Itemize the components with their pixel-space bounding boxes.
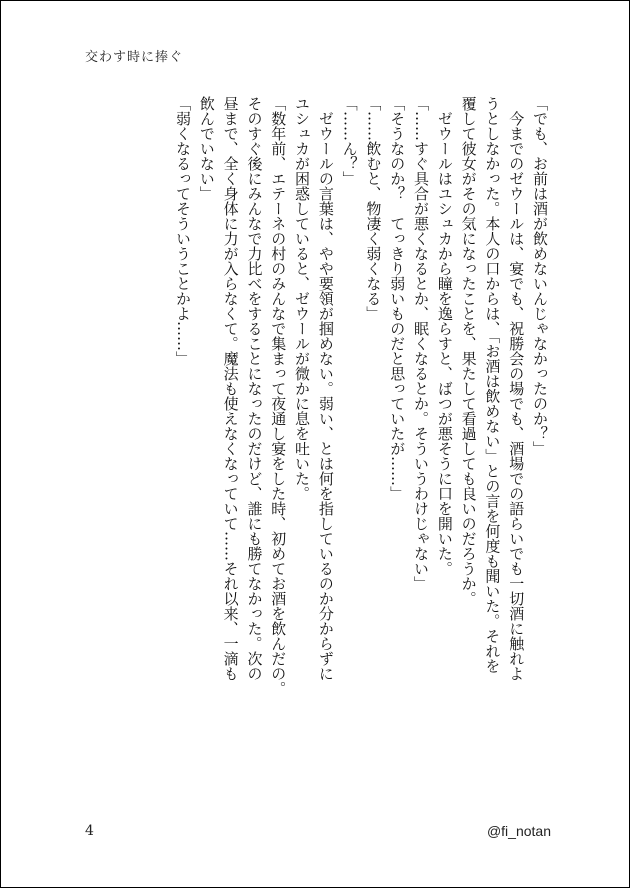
text-line: 「でも、お前は酒が飲めないんじゃなかったのか？」 <box>531 96 549 456</box>
text-line: 覆して彼女がその気になったことを、果たして看過しても良いのだろうか。 <box>459 96 478 606</box>
text-line: 「……飲むと、物凄く弱くなる」 <box>364 96 383 321</box>
text-line: 「弱くなるってそういうことかよ……」 <box>174 96 193 366</box>
text-line: ゼウールの言葉は、やや要領が掴めない。弱い、とは何を指しているのか分からずに <box>316 96 335 681</box>
author-handle: @fi_notan <box>486 823 551 839</box>
text-line: 「……すぐ具合が悪くなるとか、眠くなるとか。そういうわけじゃない」 <box>412 96 431 591</box>
body-text <box>81 96 551 831</box>
book-title: 交わす時に捧ぐ <box>85 50 184 65</box>
text-line: ゼウールはユシュカから瞳を逸らすと、ばつが悪そうに口を開いた。 <box>435 96 454 576</box>
text-line: うとしなかった。本人の口からは、「お酒は飲めない」との言を何度も聞いた。それを <box>483 96 502 674</box>
text-line: 今までのゼウールは、宴でも、祝勝会の場でも、酒場での語らいでも一切酒に触れよ <box>507 96 526 681</box>
text-line: 「数年前、エテーネの村のみんなで集まって夜通し宴をした時、初めてお酒を飲んだの。 <box>269 96 288 696</box>
page-number: 4 <box>85 823 94 839</box>
text-line: そのすぐ後にみんなで力比べをすることになったのだけど、誰にも勝てなかった。次の <box>245 96 264 681</box>
text-line: 飲んでいない」 <box>197 96 216 201</box>
text-line: 昼まで、全く身体に力が入らなくて。魔法も使えなくなっていて……それ以来、一滴も <box>221 96 240 681</box>
text-line: ユシュカが困惑していると、ゼウールが微かに息を吐いた。 <box>293 96 312 501</box>
text-line: 「そうなのか？ てっきり弱いものだと思っていたが……」 <box>388 96 407 501</box>
text-line: 「……ん？」 <box>340 96 359 186</box>
